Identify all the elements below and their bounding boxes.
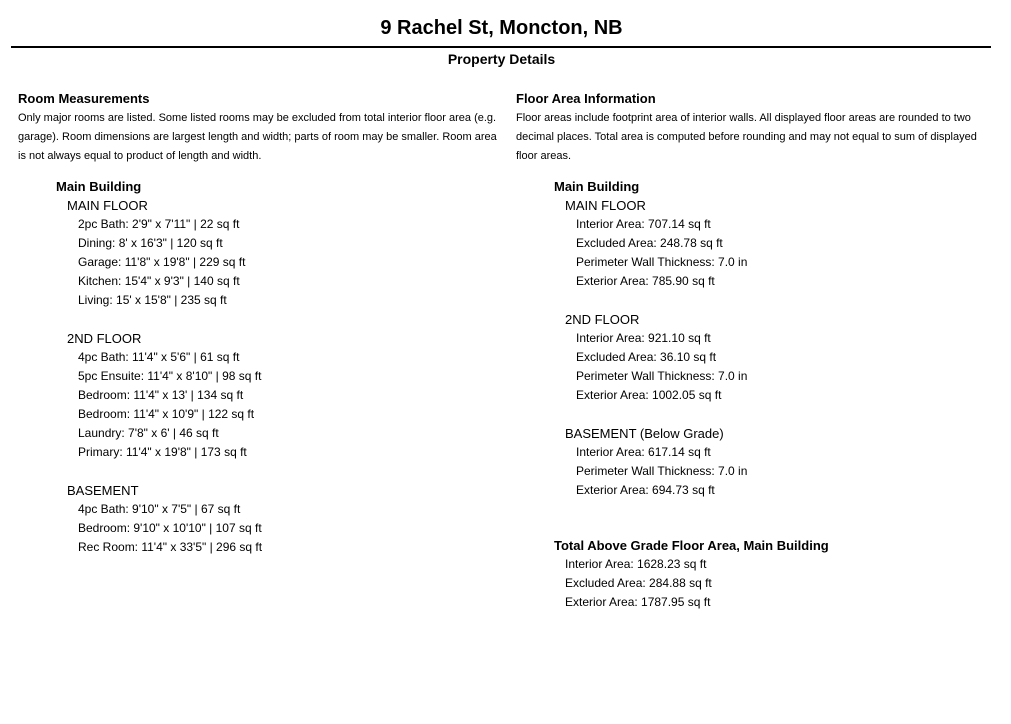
room-item: Bedroom: 11'4" x 10'9" | 122 sq ft	[78, 407, 255, 421]
room-item: Bedroom: 9'10" x 10'10" | 107 sq ft	[78, 521, 262, 535]
floor-name: MAIN FLOOR	[67, 198, 148, 213]
area-floor-basement	[565, 424, 996, 500]
area-floor-2nd	[565, 310, 996, 405]
floor-name: 2ND FLOOR	[565, 312, 640, 327]
room-item: Bedroom: 11'4" x 13' | 134 sq ft	[78, 388, 244, 402]
floor-area-heading: Floor Area Information	[516, 91, 656, 106]
room-measurements-heading: Room Measurements	[18, 91, 150, 106]
room-measurements-section	[18, 90, 498, 557]
room-item: 4pc Bath: 11'4" x 5'6" | 61 sq ft	[78, 350, 240, 364]
building-name: Main Building	[554, 179, 640, 194]
room-item: Dining: 8' x 16'3" | 120 sq ft	[78, 236, 223, 250]
area-item: Interior Area: 921.10 sq ft	[576, 331, 711, 345]
area-item: Exterior Area: 1002.05 sq ft	[576, 388, 722, 402]
area-item: Excluded Area: 248.78 sq ft	[576, 236, 723, 250]
page-subtitle: Property Details	[447, 51, 556, 67]
area-building	[554, 177, 996, 500]
room-item: 4pc Bath: 9'10" x 7'5" | 67 sq ft	[78, 502, 241, 516]
room-measurements-description: Only major rooms are listed. Some listed rooms may be excluded from total interior floor area (e.g. garage). Room dimensions are largest length and width; parts of room may be smaller. Room area is not always equal to product of length and width.	[18, 112, 497, 162]
area-item: Excluded Area: 36.10 sq ft	[576, 350, 717, 364]
building-name: Main Building	[56, 179, 142, 194]
area-floor-main	[565, 196, 996, 291]
title-divider	[11, 46, 991, 48]
area-item: Exterior Area: 694.73 sq ft	[576, 483, 715, 497]
room-item: 2pc Bath: 2'9" x 7'11" | 22 sq ft	[78, 217, 240, 231]
room-floor-main	[67, 196, 498, 310]
room-floor-2nd	[67, 329, 498, 462]
area-item: Exterior Area: 785.90 sq ft	[576, 274, 715, 288]
room-item: Garage: 11'8" x 19'8" | 229 sq ft	[78, 255, 246, 269]
total-item: Exterior Area: 1787.95 sq ft	[565, 595, 711, 609]
room-floor-basement	[67, 481, 498, 557]
room-item: Living: 15' x 15'8" | 235 sq ft	[78, 293, 227, 307]
floor-name: 2ND FLOOR	[67, 331, 142, 346]
room-item: 5pc Ensuite: 11'4" x 8'10" | 98 sq ft	[78, 369, 262, 383]
area-item: Interior Area: 617.14 sq ft	[576, 445, 711, 459]
area-item: Interior Area: 707.14 sq ft	[576, 217, 711, 231]
floor-name: MAIN FLOOR	[565, 198, 646, 213]
room-building	[56, 177, 498, 557]
floor-area-section	[516, 90, 996, 612]
room-item: Rec Room: 11'4" x 33'5" | 296 sq ft	[78, 540, 263, 554]
room-item: Primary: 11'4" x 19'8" | 173 sq ft	[78, 445, 247, 459]
total-heading: Total Above Grade Floor Area, Main Building	[554, 538, 829, 553]
floor-area-description: Floor areas include footprint area of interior walls. All displayed floor areas are rounded to two decimal places. Total area is computed before rounding and may not equal to sum of displayed floor areas.	[516, 112, 977, 162]
room-item: Kitchen: 15'4" x 9'3" | 140 sq ft	[78, 274, 240, 288]
total-above-grade	[554, 536, 996, 612]
area-item: Perimeter Wall Thickness: 7.0 in	[576, 464, 748, 478]
total-item: Interior Area: 1628.23 sq ft	[565, 557, 707, 571]
room-item: Laundry: 7'8" x 6' | 46 sq ft	[78, 426, 219, 440]
floor-name: BASEMENT	[67, 483, 139, 498]
area-item: Perimeter Wall Thickness: 7.0 in	[576, 369, 748, 383]
page-title: 9 Rachel St, Moncton, NB	[380, 17, 623, 39]
total-item: Excluded Area: 284.88 sq ft	[565, 576, 712, 590]
floor-name: BASEMENT (Below Grade)	[565, 426, 724, 441]
area-item: Perimeter Wall Thickness: 7.0 in	[576, 255, 748, 269]
